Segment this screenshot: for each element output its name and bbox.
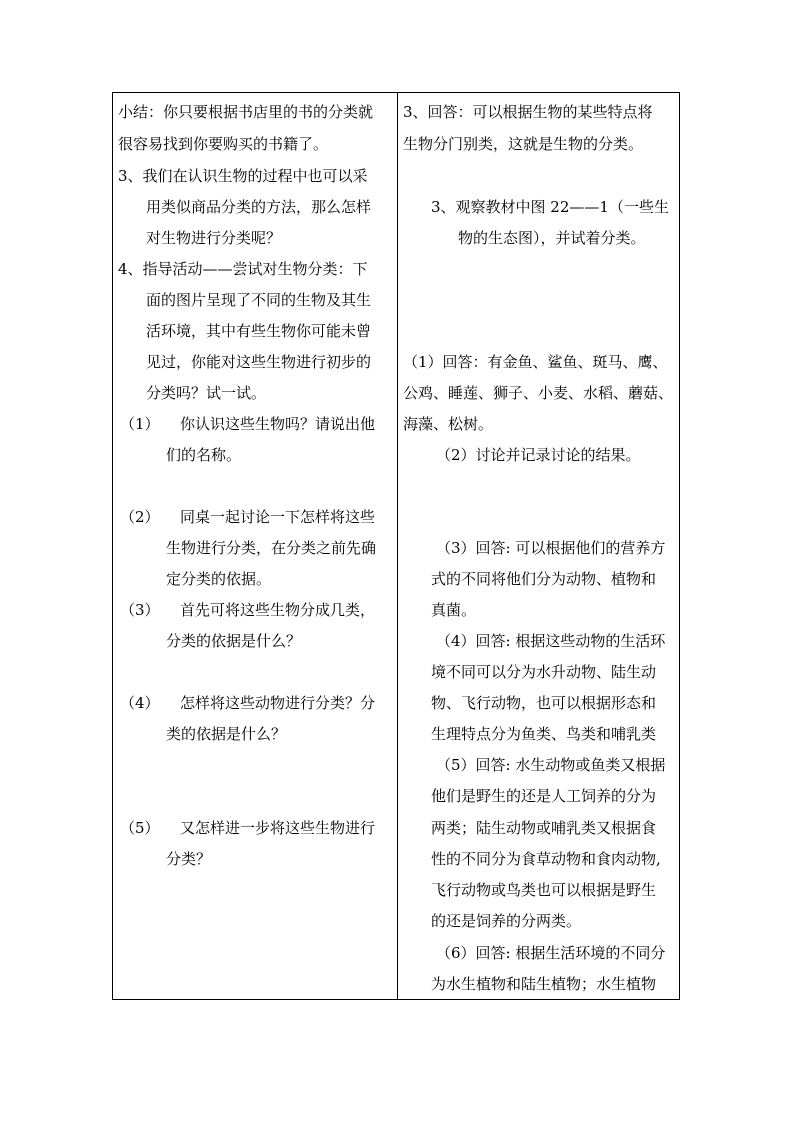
question-3-line-1: 首先可将这些生物分成几类，	[180, 601, 376, 619]
question-2-line-2: 生物进行分类，在分类之前先确	[166, 539, 377, 557]
question-2-number: （2）	[120, 508, 160, 526]
answer-3-line-2: 生物分门别类，这就是生物的分类。	[403, 135, 644, 153]
summary-line-1: 小结：你只要根据书店里的书的分类就	[118, 103, 374, 121]
question-3-line-2: 分类的依据是什么？	[166, 632, 302, 650]
question-1-number: （1）	[120, 415, 160, 433]
question-5-number: （5）	[120, 819, 160, 837]
item4-line-5: 分类吗？试一试。	[146, 384, 267, 402]
question-3-number: （3）	[120, 601, 160, 619]
column-divider	[397, 92, 398, 1000]
response-3-line-1: （3）回答: 可以根据他们的营养方	[436, 539, 666, 557]
item4-line-2: 面的图片呈现了不同的生物及其生	[146, 291, 372, 309]
response-1-line-2: 公鸡、睡莲、狮子、小麦、水稻、蘑菇、	[403, 384, 674, 402]
summary-line-2: 很容易找到你要购买的书籍了。	[118, 135, 329, 153]
response-3-line-3: 真菌。	[431, 601, 477, 619]
observe-line-2: 物的生态图），并试着分类。	[458, 229, 646, 247]
item4-line-3: 活环境，其中有些生物你可能未曾	[146, 322, 372, 340]
item4-line-1: 4、指导活动——尝试对生物分类：下	[118, 260, 368, 278]
response-6-line-2: 为水生植物和陆生植物；水生植物	[431, 975, 657, 993]
response-4-line-1: （4）回答: 根据这些动物的生活环	[436, 632, 666, 650]
response-1-line-3: 海藻、松树。	[403, 415, 494, 433]
observe-line-1: 3、观察教材中图 22——1（一些生	[431, 198, 669, 216]
response-2-line-1: （2）讨论并记录讨论的结果。	[436, 446, 641, 464]
response-4-line-3: 物、飞行动物，也可以根据形态和	[431, 694, 657, 712]
item3-line-1: 3、我们在认识生物的过程中也可以采	[118, 167, 368, 185]
response-5-line-2: 他们是野生的还是人工饲养的分为	[431, 787, 657, 805]
question-4-line-1: 怎样将这些动物进行分类？分	[180, 694, 376, 712]
question-1-line-2: 们的名称。	[166, 446, 242, 464]
item3-line-3: 对生物进行分类呢？	[146, 229, 282, 247]
response-5-line-3: 两类；陆生动物或哺乳类又根据食	[431, 819, 657, 837]
question-2-line-3: 定分类的依据。	[166, 570, 272, 588]
response-1-line-1: （1）回答：有金鱼、鲨鱼、斑马、鹰、	[403, 353, 668, 371]
item4-line-4: 见过，你能对这些生物进行初步的	[146, 353, 372, 371]
question-5-line-1: 又怎样进一步将这些生物进行	[180, 819, 376, 837]
question-5-line-2: 分类？	[166, 850, 212, 868]
response-3-line-2: 式的不同将他们分为动物、植物和	[431, 570, 657, 588]
answer-3-line-1: 3、回答：可以根据生物的某些特点将	[403, 103, 653, 121]
response-5-line-1: （5）回答: 水生动物或鱼类又根据	[436, 756, 666, 774]
question-2-line-1: 同桌一起讨论一下怎样将这些	[180, 508, 376, 526]
question-4-number: （4）	[120, 694, 160, 712]
response-5-line-5: 飞行动物或鸟类也可以根据是野生	[431, 881, 657, 899]
response-4-line-2: 境不同可以分为水升动物、陆生动	[431, 663, 657, 681]
response-4-line-4: 生理特点分为鱼类、鸟类和哺乳类	[431, 725, 657, 743]
response-6-line-1: （6）回答: 根据生活环境的不同分	[436, 944, 666, 962]
question-1-line-1: 你认识这些生物吗？请说出他	[180, 415, 376, 433]
item3-line-2: 用类似商品分类的方法，那么怎样	[146, 198, 372, 216]
response-5-line-4: 性的不同分为食草动物和食肉动物,	[431, 850, 661, 868]
response-5-line-6: 的还是饲养的分两类。	[431, 912, 582, 930]
question-4-line-2: 类的依据是什么？	[166, 725, 287, 743]
